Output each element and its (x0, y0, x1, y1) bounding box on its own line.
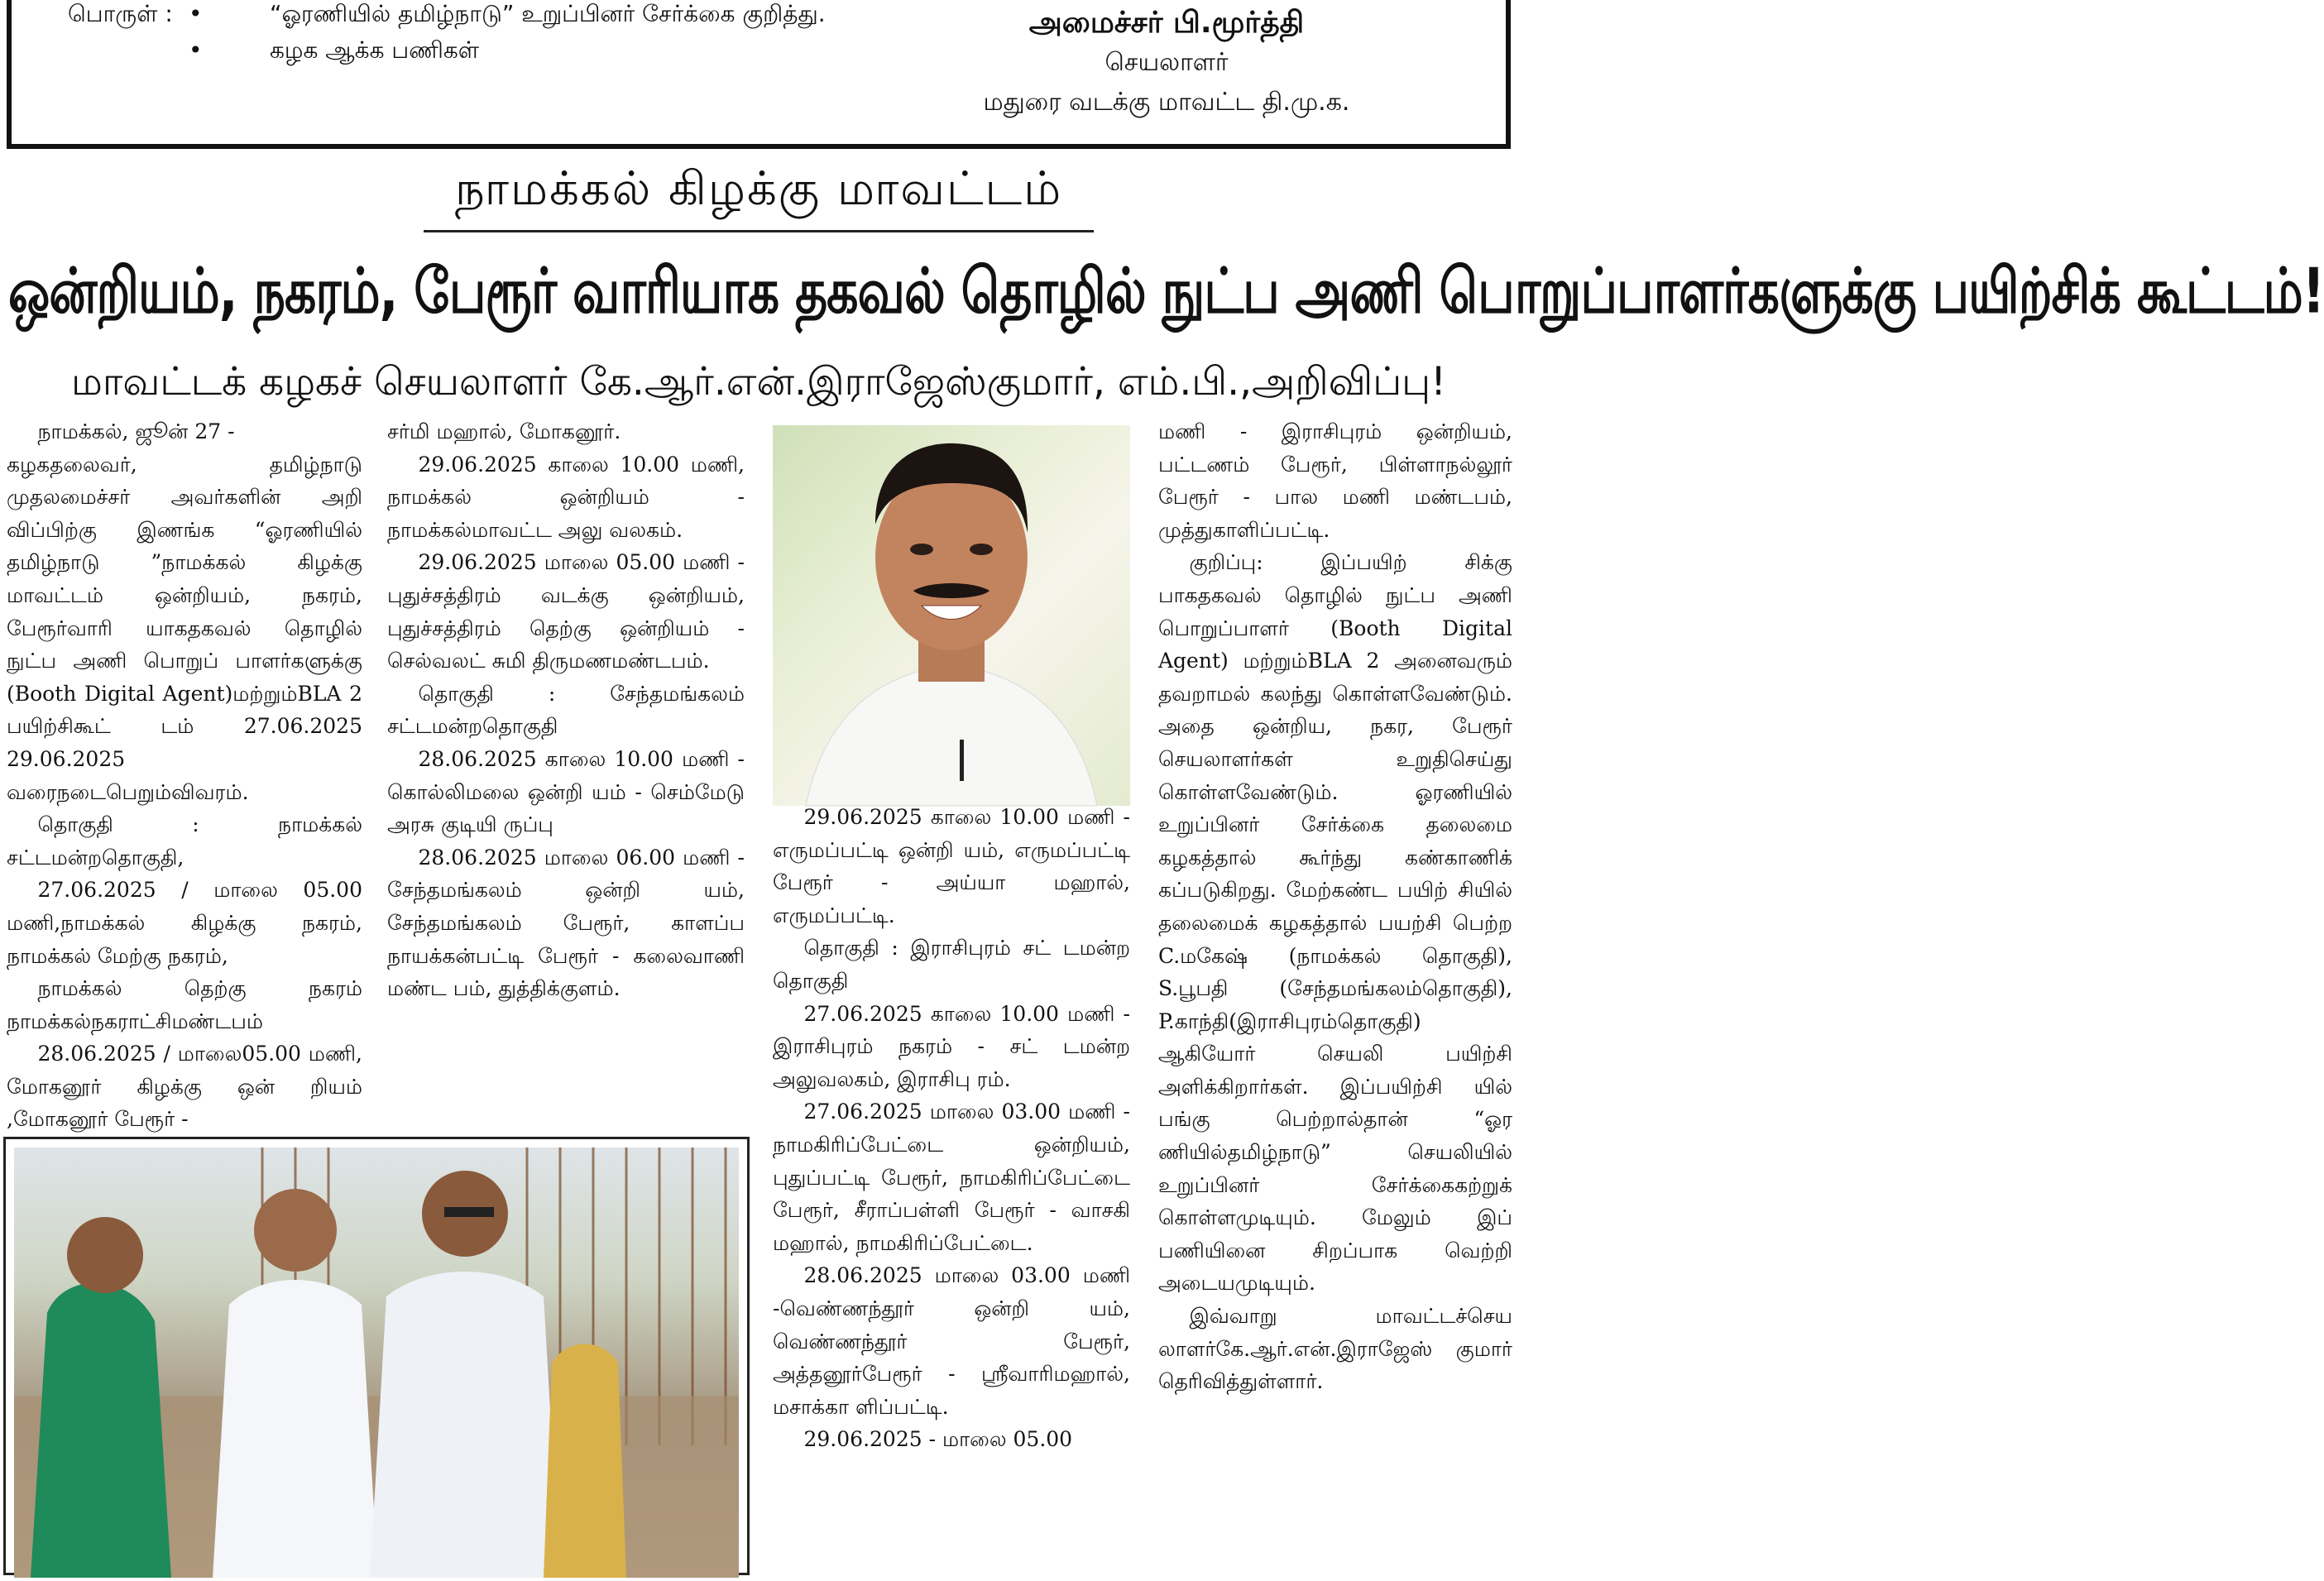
paragraph: 28.06.2025 / மாலை05.00 மணி, மோகனூர் கிழக்கு ஒன் றியம் ,மோகனூர் பேரூர் - (7, 1042, 362, 1132)
paragraph: இவ்வாறு மாவட்டச்செய லாளர்கே.ஆர்.என்.இராஜேஸ் குமார் தெரிவித்துள்ளார். (1158, 1304, 1512, 1394)
bullet: • (189, 36, 203, 64)
paragraph: சர்மி மஹால், மோகனூர். (387, 419, 621, 443)
paragraph: 29.06.2025 - மாலை 05.00 (803, 1427, 1073, 1452)
paragraph: 27.06.2025 காலை 10.00 மணி - இராசிபுரம் நகரம் - சட் டமன்ற அலுவலகம், இராசிபு ரம். (773, 1001, 1130, 1091)
paragraph: நாமக்கல் தெற்கு நகரம் நாமக்கல்நகராட்சிமண்டபம் (7, 976, 362, 1033)
paragraph: கழகதலைவர், தமிழ்நாடு முதலமைச்சர் அவர்களின் அறி விப்பிற்கு இணங்க “ஓரணியில் தமிழ்நாடு ”நாமக்கல் கிழக்கு மாவட்டம் ஒன்றியம், நகரம், பேரூர்வாரி யாகதகவல் தொழில் நுட்ப அணி பொறுப் பாளர்களுக்கு (Booth Digital Agent)மற்றும்BLA 2 பயிற்சிகூட் டம் 27.06.2025 29.06.2025 வரைநடைபெறும்விவரம். (7, 452, 362, 804)
headline: ஒன்றியம், நகரம், பேரூர் வாரியாக தகவல் தொழில் நுட்ப அணி பொறுப்பாளர்களுக்கு பயிற்சிக் கூட்டம்! (8, 255, 2324, 328)
paragraph: 27.06.2025 / மாலை 05.00 மணி,நாமக்கல் கிழக்கு நகரம், நாமக்கல் மேற்கு நகரம், (7, 878, 362, 968)
portrait-photo (773, 425, 1130, 806)
paragraph: 28.06.2025 மாலை 06.00 மணி - சேந்தமங்கலம் ஒன்றி யம், சேந்தமங்கலம் பேரூர், காளப்ப நாயக்கன்பட்டி பேரூர் - கலைவாணி மண்ட பம், துத்திக்குளம். (387, 845, 745, 1001)
subject-item-2: கழக ஆக்க பணிகள் (270, 36, 480, 64)
subject-box (7, 0, 1511, 149)
article-column-4 (1158, 415, 1512, 1398)
subheadline: மாவட்டக் கழகச் செயலாளர் கே.ஆர்.என்.இராஜேஸ்குமார், எம்.பி.,அறிவிப்பு! (71, 359, 1446, 405)
bullet: • (189, 0, 203, 27)
paragraph: 28.06.2025 மாலை 03.00 மணி -வெண்ணந்தூர் ஒன்றி யம், வெண்ணந்தூர் பேரூர், அத்தனூர்பேரூர் - ஸ்ரீவாரிமஹால், மசாக்கா ளிப்பட்டி. (773, 1263, 1130, 1419)
article-column-1 (7, 415, 362, 1136)
article-column-3 (773, 801, 1130, 1456)
paragraph: 29.06.2025 மாலை 05.00 மணி - புதுச்சத்திரம் வடக்கு ஒன்றியம், புதுச்சத்திரம் தெற்கு ஒன்றியம் - செல்வலட் சுமி திருமணமண்டபம். (387, 550, 745, 673)
inspection-photo (14, 1147, 739, 1578)
paragraph: 27.06.2025 மாலை 03.00 மணி - நாமகிரிப்பேட்டை ஒன்றியம், புதுப்பட்டி பேரூர், நாமகிரிப்பேட்டை பேரூர், சீராப்பள்ளி பேரூர் - வாசகி மஹால், நாமகிரிப்பேட்டை. (773, 1100, 1130, 1255)
minister-district: மதுரை வடக்கு மாவட்ட தி.மு.க. (983, 88, 1350, 117)
article-column-2 (387, 415, 745, 1005)
paragraph: மணி - இராசிபுரம் ஒன்றியம், பட்டணம் பேரூர், பிள்ளாநல்லூர் பேரூர் - பால மணி மண்டபம், முத்துகாளிப்பட்டி. (1158, 419, 1512, 542)
portrait-illustration (773, 425, 1130, 806)
paragraph: குறிப்பு: இப்பயிற் சிக்கு பாகதகவல் தொழில் நுட்ப அணி பொறுப்பாளர் (Booth Digital Agent) மற்றும்BLA 2 அனைவரும் தவறாமல் கலந்து கொள்ளவேண்டும். அதை ஒன்றிய, நகர, பேரூர் செயலாளர்கள் உறுதிசெய்து கொள்ளவேண்டும். ஓரணியில் உறுப்பினர் சேர்க்கை தலைமை கழகத்தால் கூர்ந்து கண்காணிக் கப்படுகிறது. மேற்கண்ட பயிற் சியில் தலைமைக் கழகத்தால் பயற்சி பெற்ற C.மகேஷ் (நாமக்கல் தொகுதி), S.பூபதி (சேந்தமங்கலம்தொகுதி), P.காந்தி(இராசிபுரம்தொகுதி) ஆகியோர் செயலி பயிற்சி அளிக்கிறார்கள். இப்பயிற்சி யில் பங்கு பெற்றால்தான் “ஓர ணியில்தமிழ்நாடு” செயலியில் உறுப்பினர் சேர்க்கைகற்றுக் கொள்ளமுடியும். மேலும் இப் பணியினை சிறப்பாக வெற்றி அடையமுடியும். (1158, 550, 1512, 1296)
paragraph: 29.06.2025 காலை 10.00 மணி - எருமப்பட்டி ஒன்றி யம், எருமப்பட்டி பேரூர் - அய்யா மஹால், எருமப்பட்டி. (773, 805, 1130, 927)
inspection-photo-frame (3, 1137, 750, 1575)
minister-block (935, 3, 1398, 122)
paragraph: 29.06.2025 காலை 10.00 மணி, நாமக்கல் ஒன்றியம் - நாமக்கல்மாவட்ட அலு வலகம். (387, 452, 745, 542)
subject-label: பொருள் : (68, 0, 173, 27)
district-title: நாமக்கல் கிழக்கு மாவட்டம் (454, 162, 1063, 216)
minister-role: செயலாளர் (1104, 48, 1229, 77)
subject-item-1: “ஓரணியில் தமிழ்நாடு” உறுப்பினர் சேர்க்கை குறித்து. (270, 0, 826, 27)
paragraph: தொகுதி : நாமக்கல் சட்டமன்றதொகுதி, (7, 812, 362, 870)
paragraph: நாமக்கல், ஜூன் 27 - (37, 419, 235, 443)
minister-name: அமைச்சர் பி.மூர்த்தி (1028, 6, 1305, 40)
paragraph: தொகுதி : சேந்தமங்கலம் சட்டமன்றதொகுதி (387, 681, 745, 739)
title-divider (424, 230, 1094, 232)
paragraph: 28.06.2025 காலை 10.00 மணி - கொல்லிமலை ஒன்றி யம் - செம்மேடு அரசு குடியி ருப்பு (387, 746, 745, 837)
inspection-illustration (14, 1147, 739, 1578)
paragraph: தொகுதி : இராசிபுரம் சட் டமன்ற தொகுதி (773, 936, 1130, 993)
